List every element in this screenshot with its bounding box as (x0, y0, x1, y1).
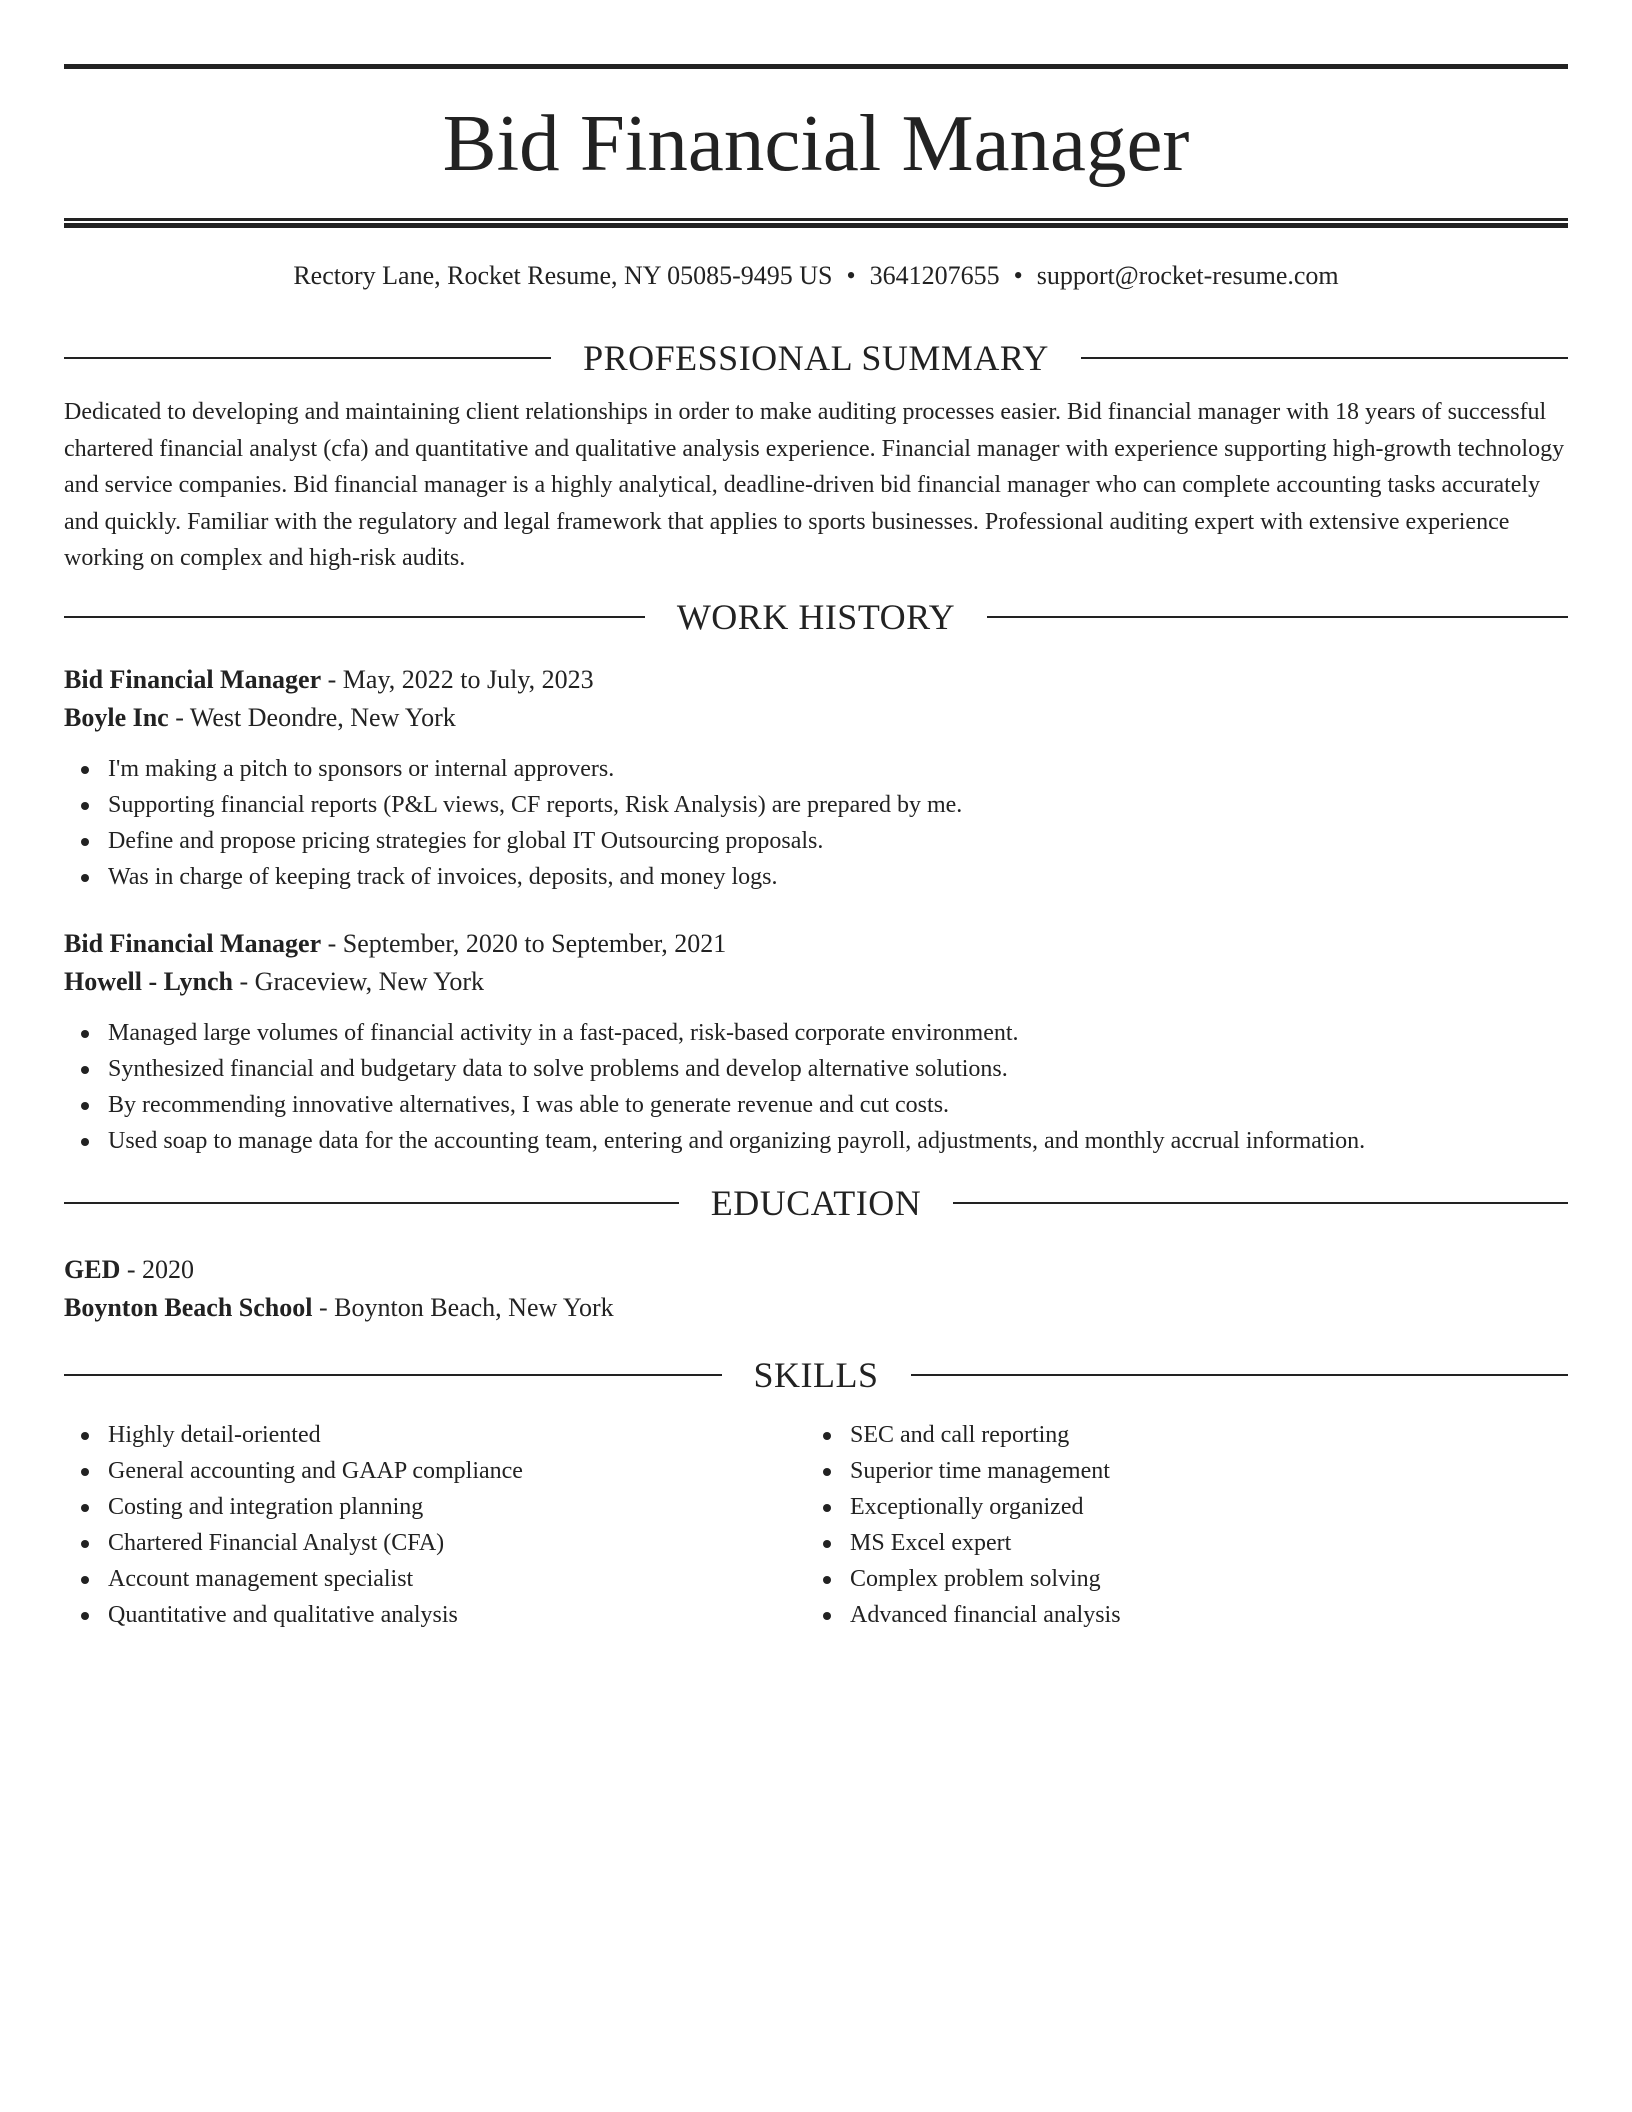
summary-heading: PROFESSIONAL SUMMARY (583, 338, 1049, 378)
job-location: - West Deondre, New York (168, 702, 456, 732)
skills-list-left (64, 1417, 806, 1633)
skills-list-right (806, 1417, 1548, 1633)
list-item: I'm making a pitch to sponsors or internal approvers. (64, 751, 1568, 787)
list-item: General accounting and GAAP compliance (64, 1453, 806, 1489)
education-location: - Boynton Beach, New York (312, 1292, 614, 1322)
list-item: Highly detail-oriented (64, 1417, 806, 1453)
education-degree-line (64, 1251, 1568, 1289)
list-item: Used soap to manage data for the accounting team, entering and organizing payroll, adjustments, and monthly accrual information. (64, 1123, 1568, 1159)
education-degree: GED (64, 1254, 121, 1284)
job-dates: - May, 2022 to July, 2023 (321, 664, 594, 694)
contact-line (64, 258, 1568, 294)
contact-address: Rectory Lane, Rocket Resume, NY 05085-9495 US (293, 261, 833, 290)
work-heading: WORK HISTORY (676, 596, 956, 637)
list-item: Was in charge of keeping track of invoices, deposits, and money logs. (64, 859, 1568, 895)
education-entry (64, 1251, 1568, 1327)
list-item: Superior time management (806, 1453, 1548, 1489)
job-location: - Graceview, New York (233, 966, 485, 996)
job-bullets (64, 751, 1568, 895)
header-top-rule (64, 64, 1568, 69)
education-year: - 2020 (120, 1254, 195, 1284)
list-item: Costing and integration planning (64, 1489, 806, 1525)
contact-email: support@rocket-resume.com (1036, 261, 1339, 290)
education-school-line (64, 1289, 1568, 1327)
job-company: Boyle Inc (64, 702, 169, 732)
job-company-line (64, 699, 1568, 737)
education-heading: EDUCATION (710, 1182, 922, 1223)
job-company-line (64, 963, 1568, 1001)
list-item: Chartered Financial Analyst (CFA) (64, 1525, 806, 1561)
summary-section-heading (64, 336, 1568, 380)
heading-rule-right (987, 616, 1568, 618)
list-item: Account management specialist (64, 1561, 806, 1597)
contact-separator: • (1013, 261, 1023, 290)
list-item: Managed large volumes of financial activity in a fast-paced, risk-based corporate environment. (64, 1015, 1568, 1051)
skills-columns (64, 1417, 1568, 1633)
job-title: Bid Financial Manager (64, 664, 322, 694)
education-section-heading (64, 1181, 1568, 1225)
heading-rule-left (64, 1374, 722, 1376)
job-company: Howell - Lynch (64, 966, 234, 996)
heading-rule-right (953, 1202, 1568, 1204)
skills-section-heading (64, 1353, 1568, 1397)
work-section-heading (64, 595, 1568, 639)
list-item: By recommending innovative alternatives, I was able to generate revenue and cut costs. (64, 1087, 1568, 1123)
summary-text: Dedicated to developing and maintaining client relationships in order to make auditing processes easier. Bid financial manager with 18 years of successful chartered financial analyst (cfa) and quantitative and qualitative analysis experience. Financial manager with experience supporting high-growth technology and service companies. Bid financial manager is a highly analytical, deadline-driven bid financial manager who can complete accounting tasks accurately and quickly. Familiar with the regulatory and legal framework that applies to sports businesses. Professional auditing expert with extensive experience working on complex and high-risk audits. (64, 399, 1565, 571)
list-item: Complex problem solving (806, 1561, 1548, 1597)
list-item: Supporting financial reports (P&L views, CF reports, Risk Analysis) are prepared by me. (64, 787, 1568, 823)
list-item: SEC and call reporting (806, 1417, 1548, 1453)
list-item: Exceptionally organized (806, 1489, 1548, 1525)
contact-separator: • (846, 261, 856, 290)
heading-rule-left (64, 616, 645, 618)
list-item: Quantitative and qualitative analysis (64, 1597, 806, 1633)
list-item: MS Excel expert (806, 1525, 1548, 1561)
list-item: Advanced financial analysis (806, 1597, 1548, 1633)
list-item: Define and propose pricing strategies for global IT Outsourcing proposals. (64, 823, 1568, 859)
job-title-line (64, 925, 1568, 963)
contact-phone: 3641207655 (869, 261, 1000, 290)
job-entry (64, 661, 1568, 895)
job-dates: - September, 2020 to September, 2021 (321, 928, 727, 958)
job-title-line (64, 661, 1568, 699)
header-double-rule (64, 218, 1568, 228)
job-bullets (64, 1015, 1568, 1159)
heading-rule-right (911, 1374, 1569, 1376)
heading-rule-left (64, 1202, 679, 1204)
skills-heading: SKILLS (753, 1354, 879, 1395)
education-school: Boynton Beach School (64, 1292, 313, 1322)
heading-rule-left (64, 357, 551, 359)
resume-title: Bid Financial Manager (442, 98, 1190, 188)
list-item: Synthesized financial and budgetary data to solve problems and develop alternative solutions. (64, 1051, 1568, 1087)
job-entry (64, 925, 1568, 1159)
job-title: Bid Financial Manager (64, 928, 322, 958)
heading-rule-right (1081, 357, 1568, 359)
